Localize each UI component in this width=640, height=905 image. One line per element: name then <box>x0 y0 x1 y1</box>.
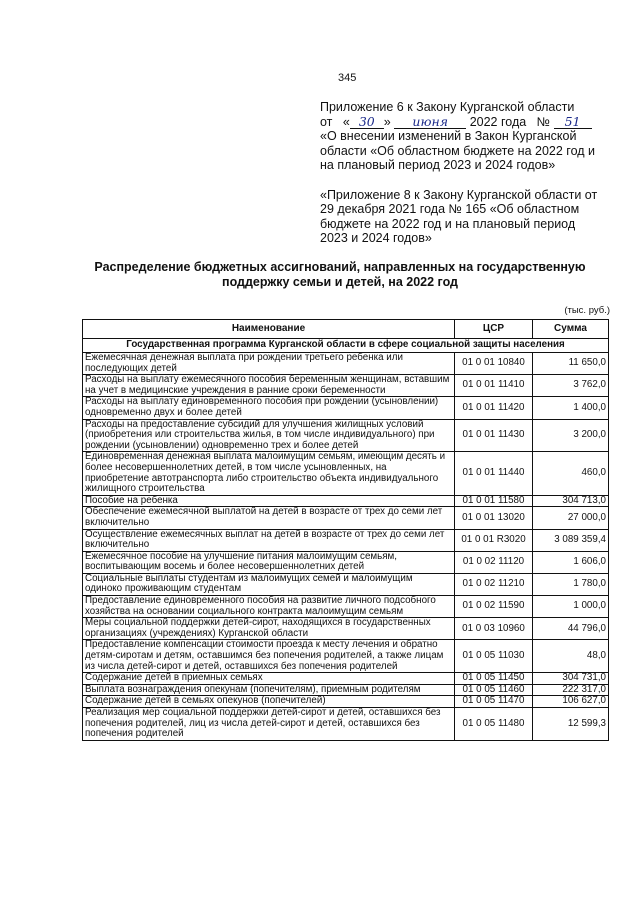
row-csr: 01 0 05 11470 <box>455 696 533 708</box>
row-sum: 1 780,0 <box>533 573 609 595</box>
row-sum: 106 627,0 <box>533 696 609 708</box>
table-row <box>83 419 609 452</box>
row-sum: 12 599,3 <box>533 708 609 741</box>
handwritten-day: 30 <box>350 116 384 129</box>
row-sum: 304 731,0 <box>533 673 609 685</box>
table-row <box>83 495 609 507</box>
row-csr: 01 0 01 13020 <box>455 507 533 529</box>
row-csr: 01 0 05 11480 <box>455 708 533 741</box>
program-title: Государственная программа Курганской области в сфере социальной защиты населения <box>83 339 609 353</box>
table-row <box>83 397 609 419</box>
page-number: 345 <box>338 72 357 84</box>
row-csr: 01 0 05 11030 <box>455 640 533 673</box>
row-csr: 01 0 05 11460 <box>455 684 533 696</box>
row-csr: 01 0 02 11120 <box>455 551 533 573</box>
row-csr: 01 0 02 11590 <box>455 596 533 618</box>
row-sum: 48,0 <box>533 640 609 673</box>
row-name: Пособие на ребенка <box>83 495 455 507</box>
row-sum: 3 200,0 <box>533 419 609 452</box>
table-row <box>83 353 609 375</box>
quote-open: « <box>342 114 350 129</box>
row-sum: 11 650,0 <box>533 353 609 375</box>
row-csr: 01 0 05 11450 <box>455 673 533 685</box>
row-sum: 1 400,0 <box>533 397 609 419</box>
row-sum: 460,0 <box>533 452 609 495</box>
row-csr: 01 0 01 11410 <box>455 375 533 397</box>
row-name: Обеспечение ежемесячной выплатой на детей в возрасте от трех до семи лет включительно <box>83 507 455 529</box>
row-name: Расходы на выплату единовременного пособия при рождении (усыновлении) одновременно двух и более детей <box>83 397 455 419</box>
year-text: 2022 года <box>469 114 527 129</box>
program-row <box>83 339 609 353</box>
table-row <box>83 551 609 573</box>
row-name: Содержание детей в семьях опекунов (попечителей) <box>83 696 455 708</box>
row-csr: 01 0 01 11420 <box>455 397 533 419</box>
row-name: Расходы на предоставление субсидий для улучшения жилищных условий (приобретения или строительства жилья, в том числе индивидуального) при рождении (усыновлении) одновременно трех и более детей <box>83 419 455 452</box>
table-row <box>83 673 609 685</box>
row-csr: 01 0 01 R3020 <box>455 529 533 551</box>
appendix8-line: 29 декабря 2021 года № 165 «Об областном <box>320 202 580 216</box>
allocation-table <box>82 319 609 741</box>
row-csr: 01 0 01 11440 <box>455 452 533 495</box>
handwritten-number: 51 <box>554 116 592 129</box>
appendix8-line: 2023 и 2024 годов» <box>320 231 432 245</box>
row-sum: 44 796,0 <box>533 618 609 640</box>
row-sum: 1 606,0 <box>533 551 609 573</box>
row-name: Содержание детей в приемных семьях <box>83 673 455 685</box>
row-csr: 01 0 01 11430 <box>455 419 533 452</box>
table-row <box>83 375 609 397</box>
table-row <box>83 596 609 618</box>
row-name: Единовременная денежная выплата малоимущим семьям, имеющим десять и более несовершеннолетних детей, в том числе усыновленных, на приобретение автотранспорта либо строительство объекта индивидуального жилищного строительства <box>83 452 455 495</box>
row-name: Расходы на выплату ежемесячного пособия беременным женщинам, вставшим на учет в медицинские учреждения в ранние сроки беременности <box>83 375 455 397</box>
title-line: Распределение бюджетных ассигнований, направленных на государственную <box>94 260 586 274</box>
law-date-line <box>320 115 620 130</box>
header-name: Наименование <box>83 320 455 339</box>
row-csr: 01 0 02 11210 <box>455 573 533 595</box>
quote-close: » <box>383 114 391 129</box>
table-row <box>83 507 609 529</box>
title-line: поддержку семьи и детей, на 2022 год <box>222 275 458 289</box>
amend-line: области «Об областном бюджете на 2022 год и <box>320 143 596 158</box>
row-sum: 3 762,0 <box>533 375 609 397</box>
row-name: Осуществление ежемесячных выплат на детей в возрасте от трех до семи лет включительно <box>83 529 455 551</box>
table-body <box>83 339 609 741</box>
row-name: Предоставление компенсации стоимости проезда к месту лечения и обратно детям-сиротам и детям, оставшимся без попечения родителей, а также лицам из числа детей-сирот и детей, оставшихся без попечения родителей <box>83 640 455 673</box>
row-sum: 1 000,0 <box>533 596 609 618</box>
document-title <box>60 260 620 290</box>
table-row <box>83 684 609 696</box>
row-csr: 01 0 01 10840 <box>455 353 533 375</box>
row-name: Реализация мер социальной поддержки детей-сирот и детей, оставшихся без попечения родителей, лиц из числа детей-сирот и детей, оставшихся без попечения родителей <box>83 708 455 741</box>
header-sum: Сумма <box>533 320 609 339</box>
table-row <box>83 573 609 595</box>
table-row <box>83 640 609 673</box>
date-prefix: от <box>320 114 333 129</box>
row-name: Выплата вознаграждения опекунам (попечителям), приемным родителям <box>83 684 455 696</box>
row-sum: 222 317,0 <box>533 684 609 696</box>
table-row <box>83 452 609 495</box>
handwritten-month: июня <box>394 116 466 129</box>
units-label: (тыс. руб.) <box>564 305 610 316</box>
row-sum: 27 000,0 <box>533 507 609 529</box>
table-row <box>83 708 609 741</box>
row-csr: 01 0 01 11580 <box>455 495 533 507</box>
header-csr: ЦСР <box>455 320 533 339</box>
appendix8-line: бюджете на 2022 год и на плановый период <box>320 216 576 231</box>
row-sum: 3 089 359,4 <box>533 529 609 551</box>
amend-line: на плановый период 2023 и 2024 годов» <box>320 158 556 172</box>
table-row <box>83 618 609 640</box>
amend-line: «О внесении изменений в Закон Курганской <box>320 129 577 143</box>
row-sum: 304 713,0 <box>533 495 609 507</box>
number-sign: № <box>536 114 551 129</box>
law-header <box>320 100 620 246</box>
row-name: Ежемесячная денежная выплата при рождении третьего ребенка или последующих детей <box>83 353 455 375</box>
row-name: Социальные выплаты студентам из малоимущих семей и малоимущим одиноко проживающим студентам <box>83 573 455 595</box>
appendix8-line: «Приложение 8 к Закону Курганской области от <box>320 187 598 202</box>
row-name: Меры социальной поддержки детей-сирот, находящихся в государственных организациях (учреждениях) Курганской области <box>83 618 455 640</box>
table-row <box>83 696 609 708</box>
row-name: Ежемесячное пособие на улучшение питания малоимущим семьям, воспитывающим восемь и более несовершеннолетних детей <box>83 551 455 573</box>
table-row <box>83 529 609 551</box>
row-csr: 01 0 03 10960 <box>455 618 533 640</box>
table-header-row <box>83 320 609 339</box>
appendix-line: Приложение 6 к Закону Курганской области <box>320 100 575 114</box>
row-name: Предоставление единовременного пособия на развитие личного подсобного хозяйства на основании социального контракта малоимущим семьям <box>83 596 455 618</box>
